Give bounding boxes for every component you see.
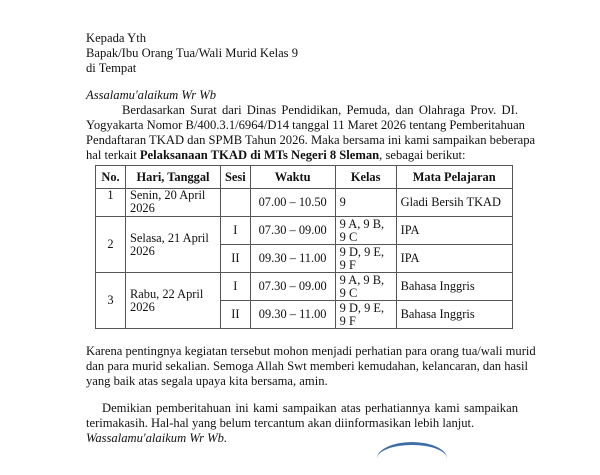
cell-day: Rabu, 22 April 2026: [126, 273, 221, 329]
closing-line-2: dan para murid sekalian. Semoga Allah Swt memberi kemudahan, kelancaran, dan hasil: [86, 359, 529, 373]
cell-class: 9 D, 9 E, 9 F: [335, 301, 396, 329]
cell-session: I: [221, 273, 251, 301]
intro-line-1: Berdasarkan Surat dari Dinas Pendidikan, Pemuda, dan Olahraga Prov. DI.: [122, 103, 518, 117]
recipient-line-1: Kepada Yth: [86, 31, 147, 45]
farewell: Wassalamu'alaikum Wr Wb.: [86, 431, 228, 445]
official-seal-stamp: [377, 442, 447, 475]
cell-subject: IPA: [396, 217, 512, 245]
cell-subject: Gladi Bersih TKAD: [396, 189, 512, 217]
header-no: No.: [96, 166, 126, 189]
cell-session: II: [221, 245, 251, 273]
table-row: [96, 273, 513, 301]
greeting: Assalamu'alaikum Wr Wb: [86, 88, 217, 102]
cell-time: 09.30 – 11.00: [250, 301, 335, 329]
closing-line-1: Karena pentingnya kegiatan tersebut mohon menjadi perhatian para orang tua/wali murid: [86, 344, 536, 358]
event-title: Pelaksanaan TKAD di MTs Negeri 8 Sleman: [139, 148, 380, 162]
schedule-table: [95, 165, 513, 329]
cell-day: Senin, 20 April 2026: [126, 189, 221, 217]
cell-no: 1: [96, 189, 126, 217]
closing-line-3: yang baik atas segala upaya kita bersama, amin.: [86, 374, 328, 388]
cell-subject: Bahasa Inggris: [396, 273, 512, 301]
cell-class: 9 A, 9 B, 9 C: [335, 273, 396, 301]
cell-subject: Bahasa Inggris: [396, 301, 512, 329]
cell-session: II: [221, 301, 251, 329]
closing-line-5: terimakasih. Hal-hal yang belum tercantum akan diinformasikan lebih lanjut.: [86, 416, 475, 430]
recipient-line-2: Bapak/Ibu Orang Tua/Wali Murid Kelas 9: [86, 46, 299, 60]
recipient-line-3: di Tempat: [86, 61, 137, 75]
cell-day: Selasa, 21 April 2026: [126, 217, 221, 273]
intro-line-4-post: , sebagai berikut:: [379, 148, 466, 162]
table-header-row: [96, 166, 513, 189]
cell-session: I: [221, 217, 251, 245]
header-subject: Mata Pelajaran: [396, 166, 512, 189]
intro-line-2: Yogyakarta Nomor B/400.3.1/6964/D14 tanggal 11 Maret 2026 tentang Pemberitahuan: [86, 118, 525, 132]
cell-time: 07.30 – 09.00: [250, 273, 335, 301]
intro-line-4: [86, 148, 466, 163]
cell-session: [221, 189, 251, 217]
cell-time: 07.00 – 10.50: [250, 189, 335, 217]
cell-class: 9 A, 9 B, 9 C: [335, 217, 396, 245]
header-day: Hari, Tanggal: [126, 166, 221, 189]
closing-line-4: Demikian pemberitahuan ini kami sampaikan atas perhatiannya kami sampaikan: [102, 401, 518, 415]
cell-no: 3: [96, 273, 126, 329]
cell-time: 09.30 – 11.00: [250, 245, 335, 273]
intro-line-3: Pendaftaran TKAD dan SPMB Tahun 2026. Maka bersama ini kami sampaikan beberapa: [86, 133, 536, 147]
intro-line-4-pre: hal terkait: [86, 148, 140, 162]
header-time: Waktu: [250, 166, 335, 189]
cell-class: 9 D, 9 E, 9 F: [335, 245, 396, 273]
cell-no: 2: [96, 217, 126, 273]
header-class: Kelas: [335, 166, 396, 189]
table-row: [96, 189, 513, 217]
cell-time: 07.30 – 09.00: [250, 217, 335, 245]
cell-subject: IPA: [396, 245, 512, 273]
cell-class: 9: [335, 189, 396, 217]
table-row: [96, 217, 513, 245]
header-session: Sesi: [221, 166, 251, 189]
